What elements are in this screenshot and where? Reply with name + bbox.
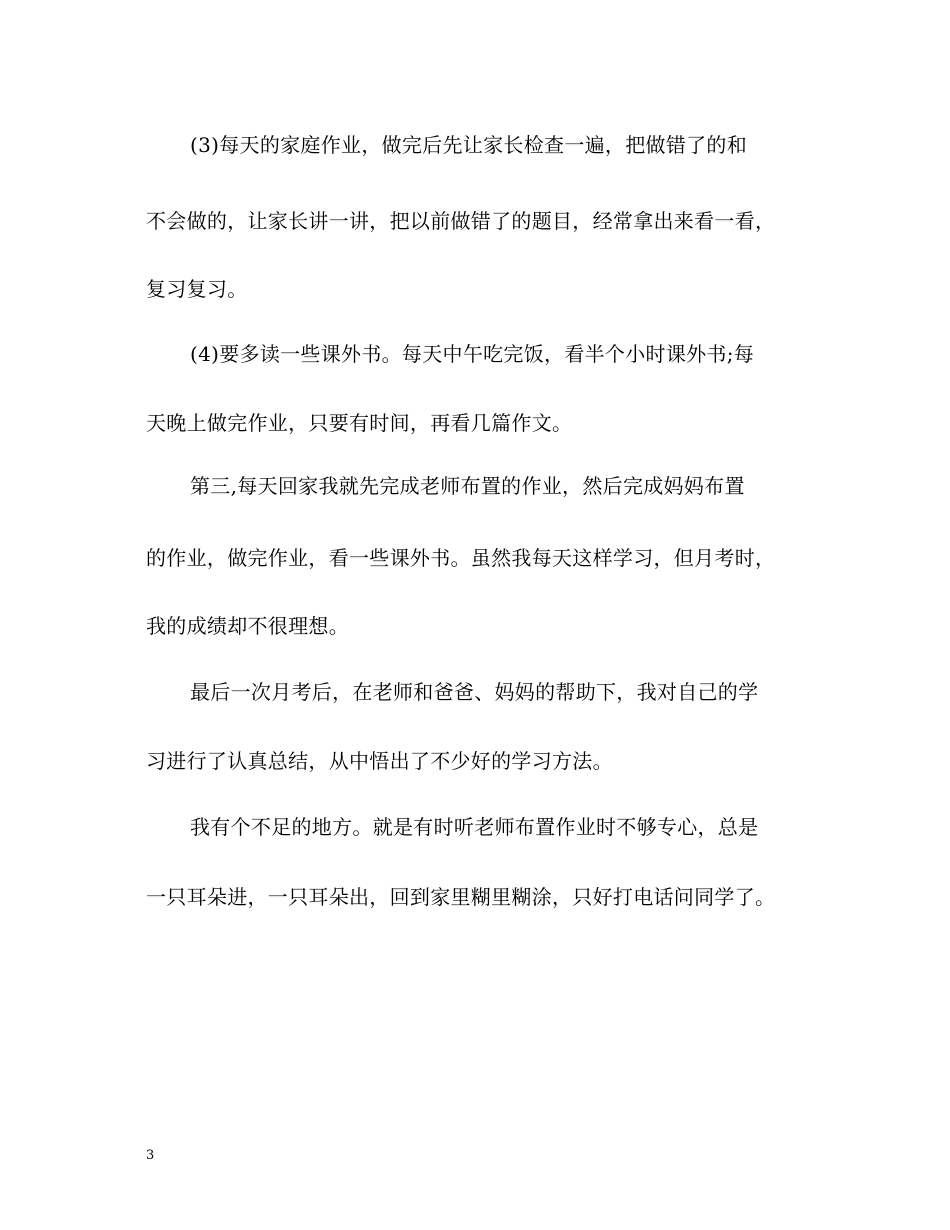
paragraph-line: 的作业，做完作业，看一些课外书。虽然我每天这样学习，但月考时， [146,546,776,570]
paragraph-line: 一只耳朵进，一只耳朵出，回到家里糊里糊涂，只好打电话问同学了。 [146,885,776,909]
paragraph-line: 天晚上做完作业，只要有时间，再看几篇作文。 [146,411,573,435]
paragraph-line: 我的成绩却不很理想。 [146,614,349,638]
paragraph-line: 不会做的，让家长讲一讲，把以前做错了的题目，经常拿出来看一看， [146,209,776,233]
paragraph-line: 习进行了认真总结，从中悟出了不少好的学习方法。 [146,749,613,773]
paragraph-line: 复习复习。 [146,277,248,301]
page-number: 3 [146,1148,155,1163]
paragraph-line: 我有个不足的地方。就是有时听老师布置作业时不够专心，总是 [190,815,759,839]
paragraph-line: (4)要多读一些课外书。每天中午吃完饭，看半个小时课外书;每 [190,342,755,366]
paragraph-line: (3)每天的家庭作业，做完后先让家长检查一遍，把做错了的和 [190,133,748,157]
paragraph-line: 最后一次月考后，在老师和爸爸、妈妈的帮助下，我对自己的学 [190,680,759,704]
paragraph-line: 第三,每天回家我就先完成老师布置的作业，然后完成妈妈布置 [190,474,745,498]
